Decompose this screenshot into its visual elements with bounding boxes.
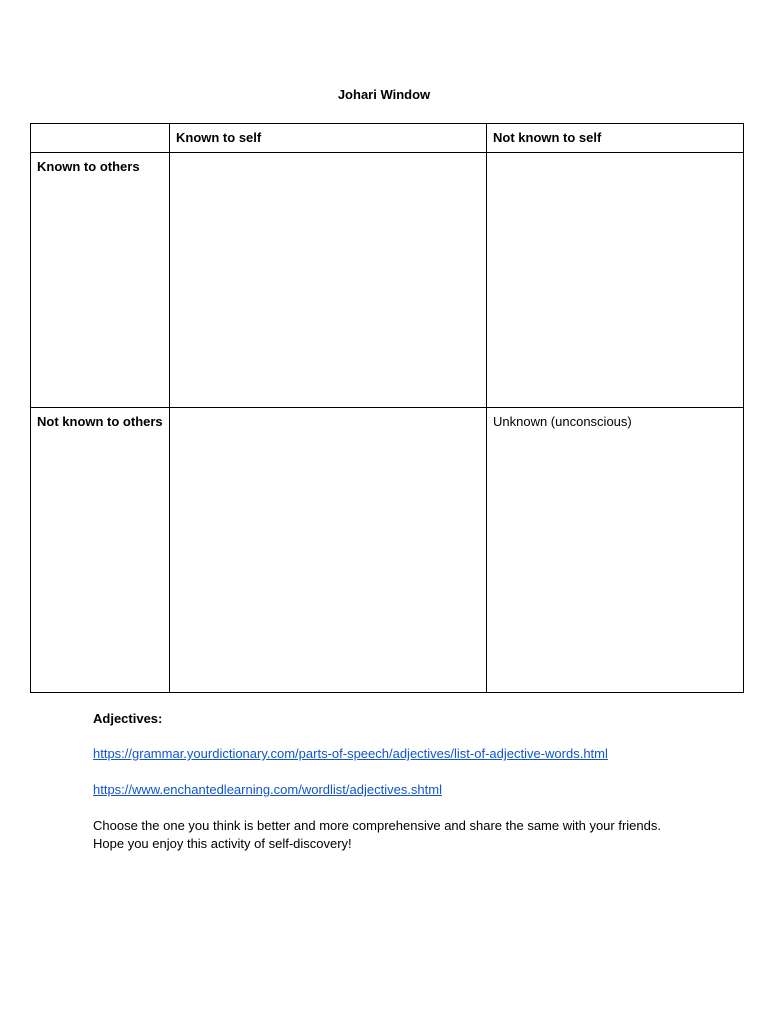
open-quadrant-cell: [170, 153, 487, 408]
adjectives-heading: Adjectives:: [93, 711, 163, 726]
table-row: [31, 153, 744, 408]
document-title: Johari Window: [337, 87, 431, 102]
johari-window-table: [30, 123, 744, 693]
table-row: [31, 408, 744, 693]
header-known-to-self: Known to self: [170, 124, 487, 153]
table-header-row: [31, 124, 744, 153]
unknown-quadrant-cell: Unknown (unconscious): [487, 408, 744, 693]
row-label-not-known-to-others: Not known to others: [31, 408, 170, 693]
header-not-known-to-self: Not known to self: [487, 124, 744, 153]
corner-cell: [31, 124, 170, 153]
yourdictionary-link[interactable]: https://grammar.yourdictionary.com/parts-of-speech/adjectives/list-of-adjective-words.html: [93, 746, 608, 761]
row-label-known-to-others: Known to others: [31, 153, 170, 408]
hidden-quadrant-cell: [170, 408, 487, 693]
instruction-note: Choose the one you think is better and more comprehensive and share the same with your friends. Hope you enjoy this activity of self-discovery!: [93, 818, 661, 851]
enchantedlearning-link[interactable]: https://www.enchantedlearning.com/wordlist/adjectives.shtml: [93, 782, 442, 797]
blind-quadrant-cell: [487, 153, 744, 408]
